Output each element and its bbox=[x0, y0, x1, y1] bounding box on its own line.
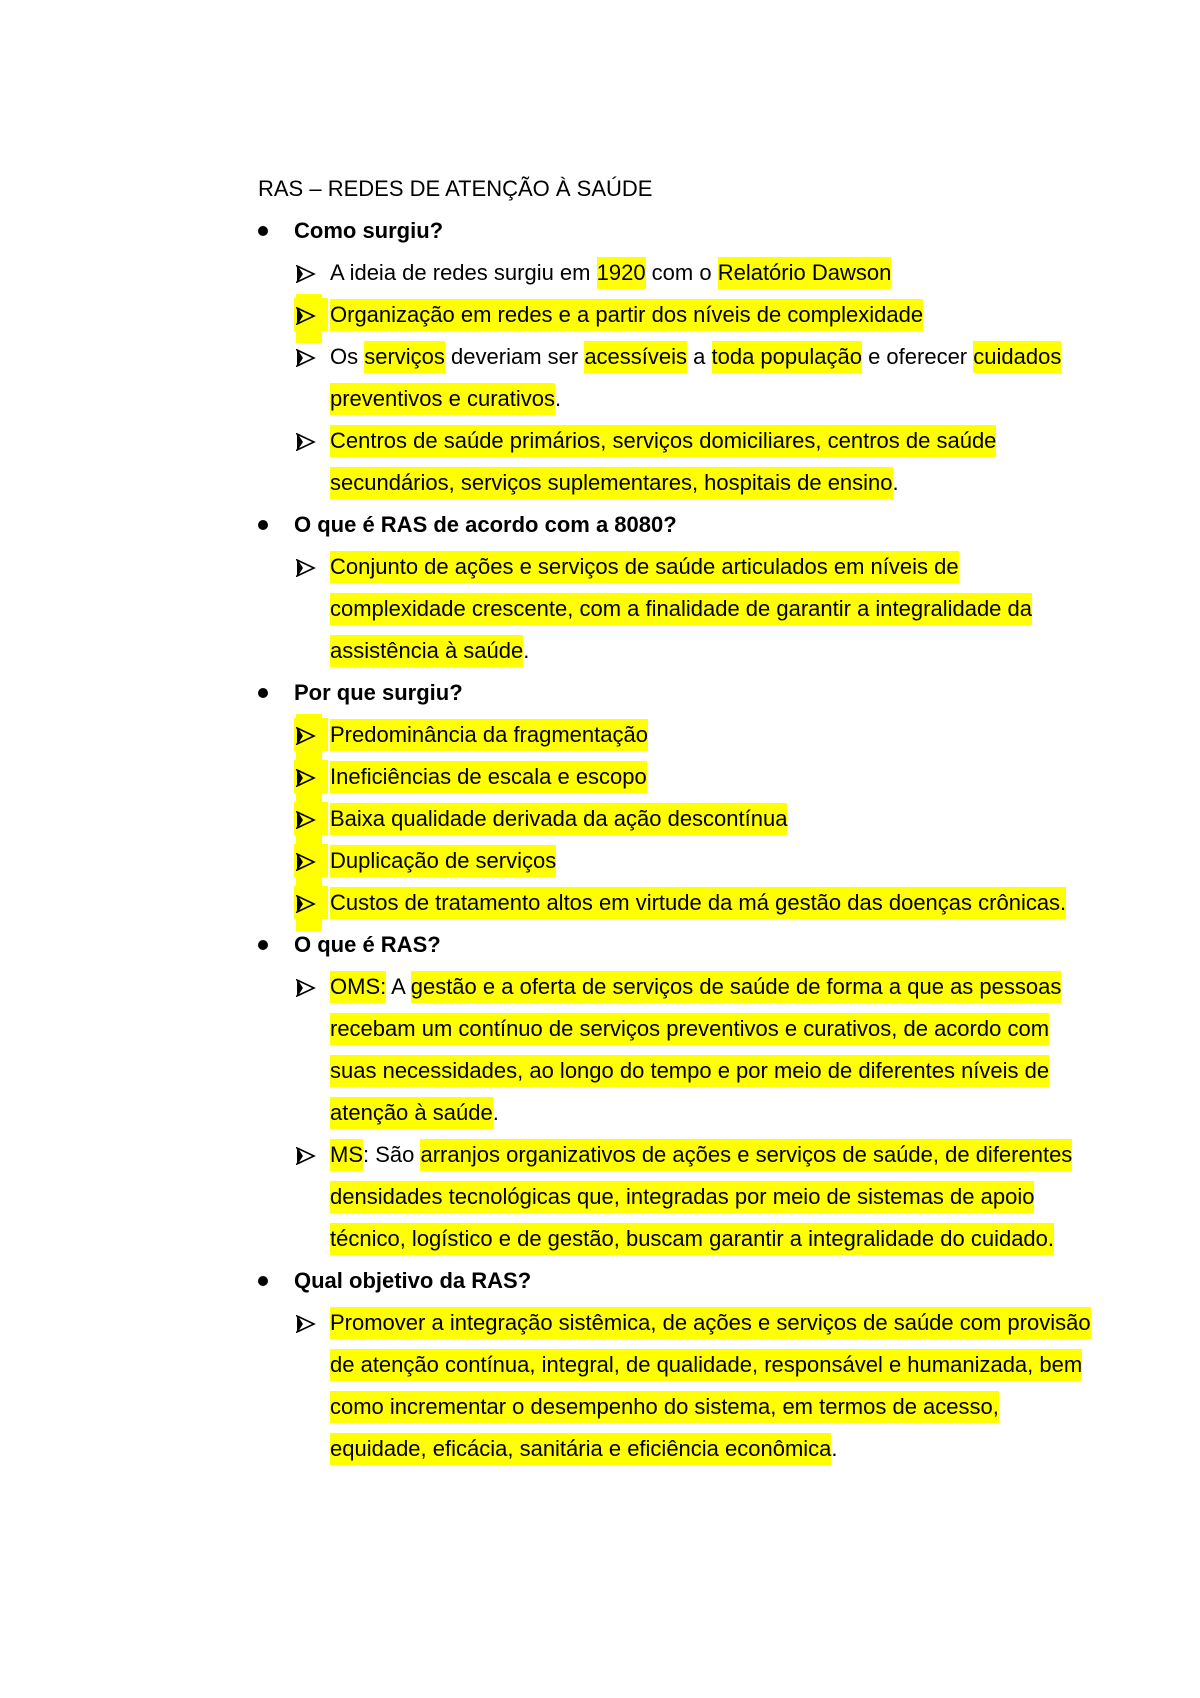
bullet-dot-icon bbox=[258, 226, 268, 236]
highlighted-text: Custos de tratamento altos em virtude da má gestão das doenças crônicas. bbox=[330, 887, 1066, 919]
highlighted-text: 1920 bbox=[597, 257, 646, 289]
highlighted-text: arranjos organizativos de ações e serviços de saúde, de diferentes densidades tecnológicas que, integradas por meio de sistemas de apoio técnico, logístico e de gestão, buscam garantir a integralidade do cuidado. bbox=[330, 1139, 1072, 1255]
section-heading-text: O que é RAS de acordo com a 8080? bbox=[294, 512, 677, 537]
section-heading-text: Qual objetivo da RAS? bbox=[294, 1268, 532, 1293]
text-segment: . bbox=[523, 638, 530, 663]
bullet-dot-icon bbox=[258, 688, 268, 698]
arrow-bullet-icon bbox=[296, 252, 322, 294]
arrow-bullet-icon bbox=[296, 1302, 322, 1344]
list-item bbox=[258, 336, 1098, 420]
text-segment: . bbox=[892, 470, 899, 495]
bullet-dot-icon bbox=[258, 940, 268, 950]
list-item bbox=[258, 1302, 1098, 1470]
highlighted-text: OMS: bbox=[330, 971, 386, 1003]
text-segment: . bbox=[492, 1100, 499, 1125]
section bbox=[258, 1260, 1098, 1470]
list-item bbox=[258, 252, 1098, 294]
section-heading-text: Como surgiu? bbox=[294, 218, 444, 243]
text-segment: . bbox=[555, 386, 562, 411]
list-item bbox=[258, 756, 1098, 798]
section bbox=[258, 924, 1098, 1260]
highlighted-text: Conjunto de ações e serviços de saúde articulados em níveis de complexidade crescente, com a finalidade de garantir a integralidade da assistência à saúde bbox=[330, 551, 1032, 667]
section-heading bbox=[258, 210, 1098, 252]
text-segment: deveriam ser bbox=[444, 344, 585, 369]
list-item bbox=[258, 714, 1098, 756]
list-item bbox=[258, 546, 1098, 672]
section-heading bbox=[258, 504, 1098, 546]
highlighted-text: Ineficiências de escala e escopo bbox=[330, 761, 647, 793]
arrow-bullet-icon bbox=[296, 1134, 322, 1176]
arrow-bullet-icon bbox=[296, 546, 322, 588]
text-segment: A ideia de redes surgiu em bbox=[330, 260, 597, 285]
list-item bbox=[258, 882, 1098, 924]
highlighted-text: cuidados preventivos e curativos bbox=[330, 341, 1061, 415]
list-item bbox=[258, 798, 1098, 840]
arrow-bullet-icon bbox=[296, 420, 322, 462]
highlighted-text: Centros de saúde primários, serviços domiciliares, centros de saúde secundários, serviços suplementares, hospitais de ensino bbox=[330, 425, 996, 499]
highlighted-text: Organização em redes e a partir dos níveis de complexidade bbox=[330, 299, 923, 331]
arrow-bullet-icon bbox=[296, 336, 322, 378]
highlighted-text: MS bbox=[330, 1139, 363, 1171]
section bbox=[258, 504, 1098, 672]
text-segment: e oferecer bbox=[861, 344, 974, 369]
section-heading bbox=[258, 672, 1098, 714]
highlighted-text: Baixa qualidade derivada da ação descontínua bbox=[330, 803, 787, 835]
document-content bbox=[258, 168, 1098, 1470]
bullet-dot-icon bbox=[258, 1276, 268, 1286]
document-title: RAS – REDES DE ATENÇÃO À SAÚDE bbox=[258, 176, 653, 201]
list-item bbox=[258, 294, 1098, 336]
highlighted-text: toda população bbox=[712, 341, 862, 373]
highlighted-text: Relatório Dawson bbox=[718, 257, 892, 289]
section-heading-text: O que é RAS? bbox=[294, 932, 441, 957]
section-list bbox=[258, 210, 1098, 1470]
section-heading-text: Por que surgiu? bbox=[294, 680, 463, 705]
list-item bbox=[258, 966, 1098, 1134]
highlighted-text: gestão e a oferta de serviços de saúde de forma a que as pessoas recebam um contínuo de serviços preventivos e curativos, de acordo com suas necessidades, ao longo do tempo e por meio de diferentes níveis de atenção à saúde bbox=[330, 971, 1061, 1129]
highlighted-text: Promover a integração sistêmica, de ações e serviços de saúde com provisão de atenção contínua, integral, de qualidade, responsável e humanizada, bem como incrementar o desempenho do sistema, em termos de acesso, equidade, eficácia, sanitária e eficiência econômica bbox=[330, 1307, 1091, 1465]
list-item bbox=[258, 840, 1098, 882]
section bbox=[258, 672, 1098, 924]
highlighted-text: Predominância da fragmentação bbox=[330, 719, 648, 751]
highlighted-text: acessíveis bbox=[584, 341, 687, 373]
text-segment: Os bbox=[330, 344, 365, 369]
list-item bbox=[258, 1134, 1098, 1260]
bullet-dot-icon bbox=[258, 520, 268, 530]
highlighted-text: serviços bbox=[364, 341, 445, 373]
section-heading bbox=[258, 1260, 1098, 1302]
text-segment: A bbox=[386, 974, 411, 999]
text-segment: : São bbox=[363, 1142, 421, 1167]
arrow-bullet-icon bbox=[296, 966, 322, 1008]
list-item bbox=[258, 420, 1098, 504]
highlighted-text: Duplicação de serviços bbox=[330, 845, 556, 877]
section-heading bbox=[258, 924, 1098, 966]
text-segment: a bbox=[687, 344, 712, 369]
section bbox=[258, 210, 1098, 504]
text-segment: com o bbox=[645, 260, 718, 285]
text-segment: . bbox=[831, 1436, 838, 1461]
